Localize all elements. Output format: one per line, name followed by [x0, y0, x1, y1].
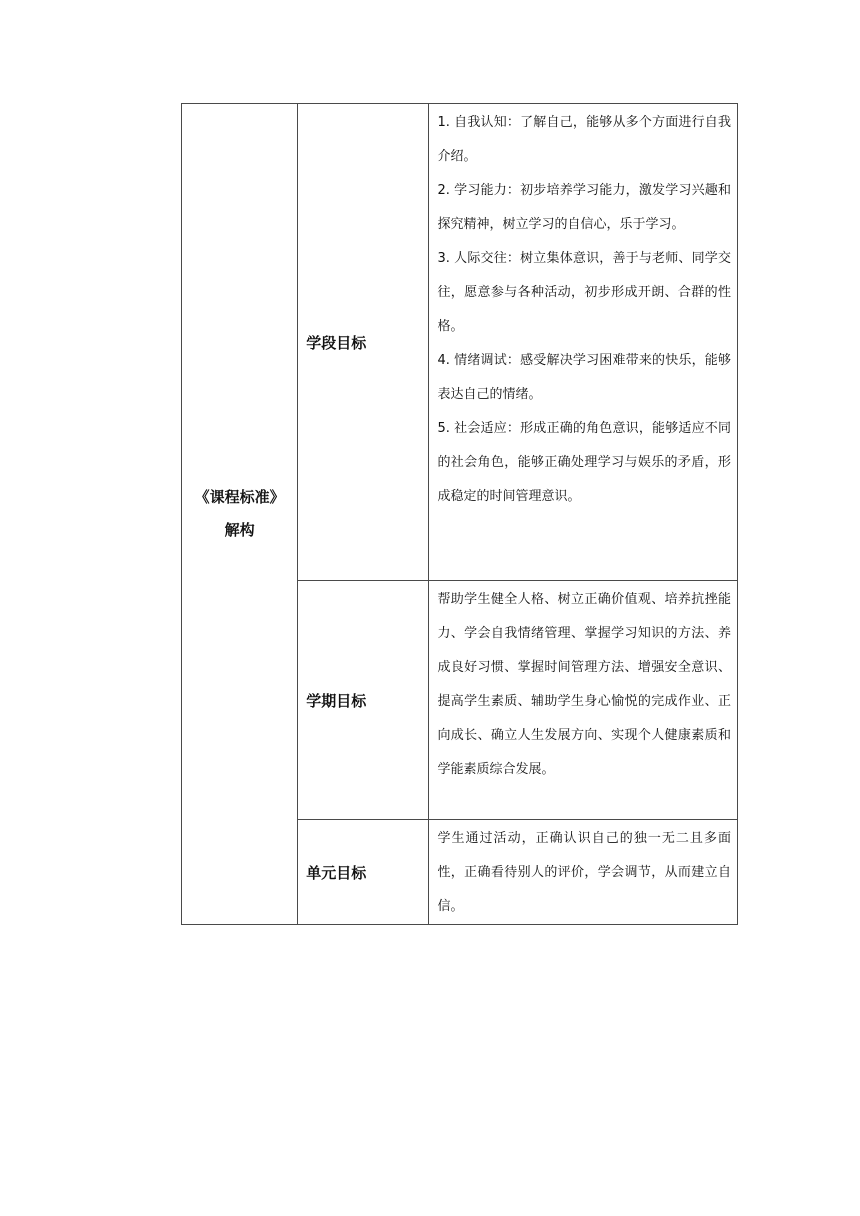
term-goals-text: 帮助学生健全人格、树立正确价值观、培养抗挫能力、学会自我情绪管理、掌握学习知识的方法、养成良好习惯、掌握时间管理方法、增强安全意识、提高学生素质、辅助学生身心愉悦的完成作业、正向成长、确立人生发展方向、实现个人健康素质和学能素质综合发展。	[437, 592, 731, 777]
section-title-cell	[182, 104, 298, 925]
unit-goals-label: 单元目标	[298, 820, 429, 925]
section-title-line1: 《课程标准》	[194, 488, 285, 506]
unit-goals-text: 学生通过活动，正确认识自己的独一无二且多面性，正确看待别人的评价，学会调节，从而建立自信。	[437, 831, 731, 914]
stage-goals-label: 学段目标	[298, 104, 429, 581]
stage-goal-item: 2. 学习能力：初步培养学习能力，激发学习兴趣和探究精神，树立学习的自信心，乐于学习。	[437, 183, 731, 232]
stage-goal-item: 5. 社会适应：形成正确的角色意识，能够适应不同的社会角色，能够正确处理学习与娱乐的矛盾，形成稳定的时间管理意识。	[437, 421, 731, 504]
unit-goals-content	[429, 820, 738, 925]
term-goals-label: 学期目标	[298, 581, 429, 820]
stage-goal-item: 4. 情绪调试：感受解决学习困难带来的快乐，能够表达自己的情绪。	[437, 353, 731, 402]
stage-goal-item: 3. 人际交往：树立集体意识，善于与老师、同学交往，愿意参与各种活动，初步形成开朗、合群的性格。	[437, 251, 731, 334]
curriculum-standard-table	[181, 103, 738, 925]
stage-goal-item: 1. 自我认知：了解自己，能够从多个方面进行自我介绍。	[437, 115, 731, 164]
stage-goals-content	[429, 104, 738, 581]
term-goals-content	[429, 581, 738, 820]
section-title-line2: 解构	[224, 521, 255, 539]
stage-goals-row	[182, 104, 738, 581]
